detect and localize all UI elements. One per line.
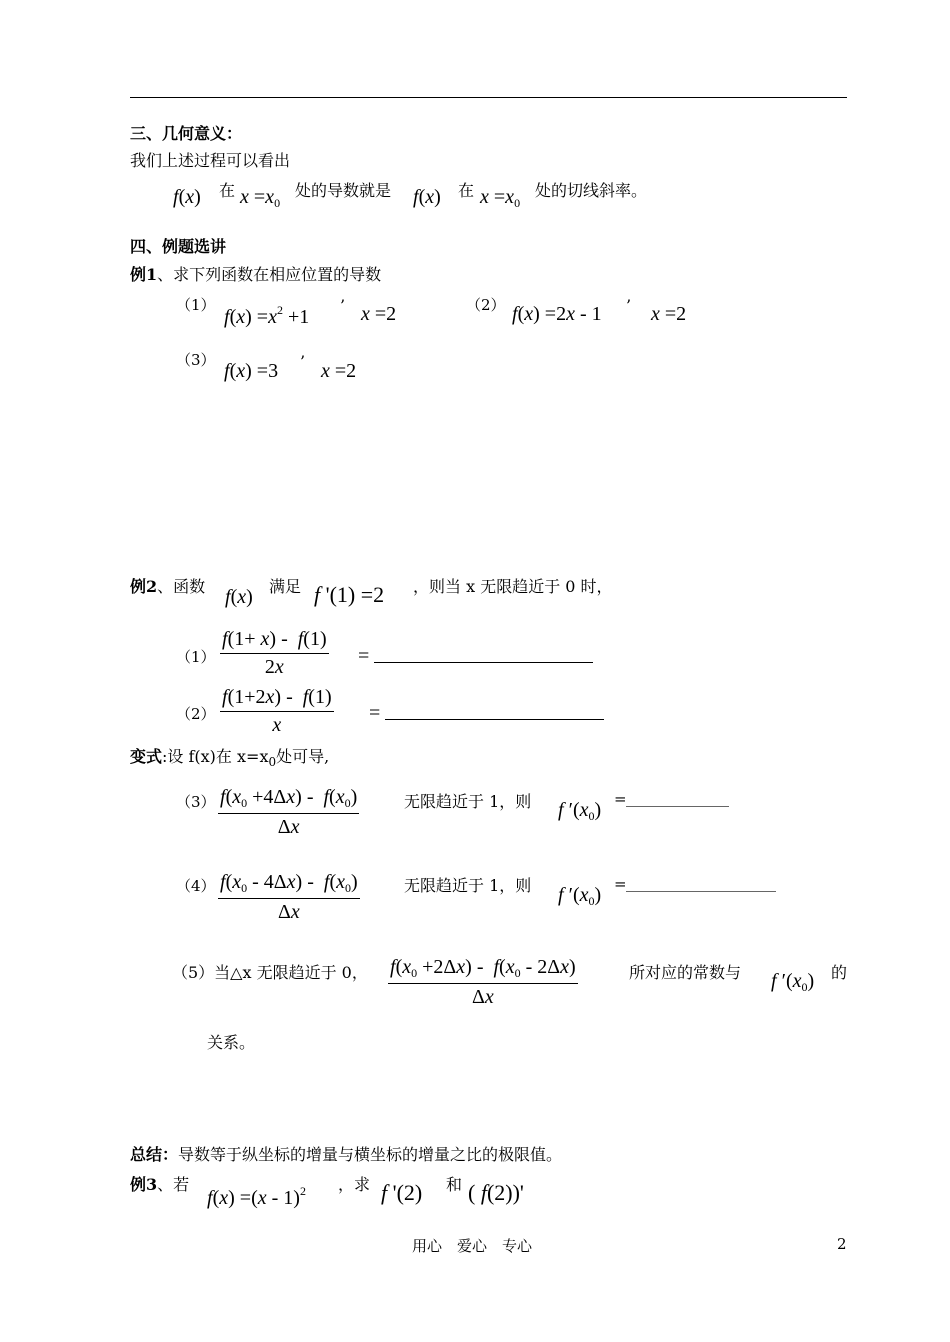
variant-item3-fprime: f $'(x_0)$ bbox=[558, 799, 602, 823]
ex2-item1-answer-blank[interactable] bbox=[374, 662, 593, 663]
summary-line bbox=[130, 1142, 562, 1165]
formula-fx-2: f(x) bbox=[413, 186, 441, 208]
example1-num: 1 bbox=[146, 265, 158, 284]
variant-item3-eq: = bbox=[614, 790, 627, 808]
summary-label: 总结： bbox=[130, 1145, 179, 1164]
variant-item5-fraction: $\frac{f(x_0 +2\Delta x) - f(x_0 - 2\Delta x)}{\Delta x}$ bbox=[390, 956, 576, 1008]
ex2-fx: f(x) bbox=[225, 586, 253, 608]
variant-item4-answer-blank[interactable] bbox=[626, 891, 776, 892]
text-tangent-slope: 处的切线斜率。 bbox=[535, 181, 648, 200]
example3-text-a: 、若 bbox=[157, 1175, 190, 1194]
variant-item5-de: 的 bbox=[831, 963, 848, 982]
example2-text-a: 、函数 bbox=[157, 577, 206, 596]
variant-item4-label: （4） bbox=[176, 877, 216, 895]
variant-item4-fraction: $\frac{f(x_0 - 4\Delta x) - f(x_0)}{\Delta x}$ bbox=[220, 871, 358, 923]
variant-label: 变式 bbox=[130, 747, 163, 766]
example2-label: 例 bbox=[130, 577, 147, 596]
ex1-item1-sep: ’ bbox=[340, 296, 346, 315]
example1-title bbox=[130, 262, 381, 285]
example1-text: 、求下列函数在相应位置的导数 bbox=[157, 265, 382, 284]
text-zai: 在 bbox=[219, 181, 236, 200]
variant-item4-fprime: f $'(x_0)$ bbox=[558, 884, 602, 908]
ex3-text-c: 和 bbox=[446, 1175, 463, 1194]
variant-item3-answer-blank[interactable] bbox=[626, 806, 729, 807]
example3-title bbox=[130, 1172, 189, 1195]
ex1-item2-formula: f(x) =2x - 1 bbox=[512, 303, 602, 325]
variant-colon: : bbox=[162, 747, 168, 766]
variant-text2: 处可导, bbox=[276, 747, 330, 766]
ex1-item1-formula: $f(x) =x^2 +1$ bbox=[224, 303, 310, 328]
summary-text: 导数等于纵坐标的增量与横坐标的增量之比的极限值。 bbox=[178, 1145, 563, 1164]
ex2-item2-label: （2） bbox=[176, 705, 216, 723]
ex1-item2-sep: ’ bbox=[626, 296, 632, 315]
ex3-function: f(x) =(x - 1)$^2$ bbox=[207, 1184, 306, 1209]
section3-intro: 我们上述过程可以看出 bbox=[130, 151, 291, 170]
ex2-item2-eq: = bbox=[369, 702, 381, 724]
variant-item4-eq: = bbox=[614, 875, 627, 893]
example2-title bbox=[130, 574, 205, 597]
formula-x-eq-x0-2: $x =x_0$ bbox=[480, 186, 521, 210]
ex1-item3-point: x =2 bbox=[321, 360, 357, 382]
ex1-item2-label: （2） bbox=[466, 296, 506, 314]
ex2-text-b: 满足 bbox=[269, 577, 302, 596]
variant-line bbox=[130, 744, 329, 769]
ex2-item1-fraction: $\frac{f(1+ x) - f(1)}{2x}$ bbox=[222, 628, 327, 678]
formula-fx: f(x) bbox=[173, 186, 201, 208]
ex1-item2-point: x =2 bbox=[651, 303, 687, 325]
example2-num: 2 bbox=[146, 577, 158, 596]
ex3-text-b: ，求 bbox=[338, 1175, 371, 1194]
variant-item3-label: （3） bbox=[176, 793, 216, 811]
ex1-item1-label: （1） bbox=[176, 296, 216, 314]
page-number: 2 bbox=[837, 1235, 847, 1253]
ex1-item1-point: x =2 bbox=[361, 303, 397, 325]
text-derivative-is: 处的导数就是 bbox=[295, 181, 392, 200]
variant-item5-fprime: f $'(x_0)$ bbox=[771, 970, 815, 994]
ex3-fprime2: f '(2) bbox=[381, 1180, 423, 1205]
ex2-item1-eq: = bbox=[358, 645, 370, 667]
formula-x-eq-x0: $x =x_0$ bbox=[240, 186, 281, 210]
ex2-item2-fraction: $\frac{f(1+2x) - f(1)}{x}$ bbox=[222, 686, 332, 736]
variant-text: 设 f(x)在 x=x bbox=[167, 747, 269, 766]
ex1-item3-sep: ’ bbox=[300, 352, 306, 371]
variant-item3-fraction: $\frac{f(x_0 +4\Delta x) - f(x_0)}{\Delta x}$ bbox=[220, 786, 358, 838]
ex1-item3-formula: f(x) =3 bbox=[224, 360, 279, 382]
example1-label: 例 bbox=[130, 265, 147, 284]
section4-heading: 四、例题选讲 bbox=[130, 237, 227, 256]
section3-heading: 三、几何意义： bbox=[130, 124, 243, 143]
variant-item3-tend: 无限趋近于 1，则 bbox=[404, 792, 532, 811]
variant-sub0: 0 bbox=[268, 755, 277, 769]
variant-item5-text: （5）当△x 无限趋近于 0， bbox=[172, 963, 368, 982]
variant-item5-relation: 关系。 bbox=[207, 1033, 256, 1052]
example3-num: 3 bbox=[146, 1175, 158, 1194]
ex1-item3-label: （3） bbox=[176, 351, 216, 369]
text-zai-2: 在 bbox=[458, 181, 475, 200]
example3-label: 例 bbox=[130, 1175, 147, 1194]
footer-motto: 用心 爱心 专心 bbox=[412, 1237, 533, 1255]
ex2-condition: f '(1) =2 bbox=[314, 582, 385, 607]
variant-item5-r5: 所对应的常数与 bbox=[629, 963, 742, 982]
ex2-text-c: ，则当 x 无限趋近于 0 时， bbox=[413, 577, 613, 596]
variant-item4-tend: 无限趋近于 1，则 bbox=[404, 876, 532, 895]
ex3-derivative-of-f2: ( f(2))' bbox=[468, 1180, 524, 1205]
header-rule bbox=[130, 97, 847, 98]
ex2-item2-answer-blank[interactable] bbox=[385, 719, 604, 720]
ex2-item1-label: （1） bbox=[176, 648, 216, 666]
